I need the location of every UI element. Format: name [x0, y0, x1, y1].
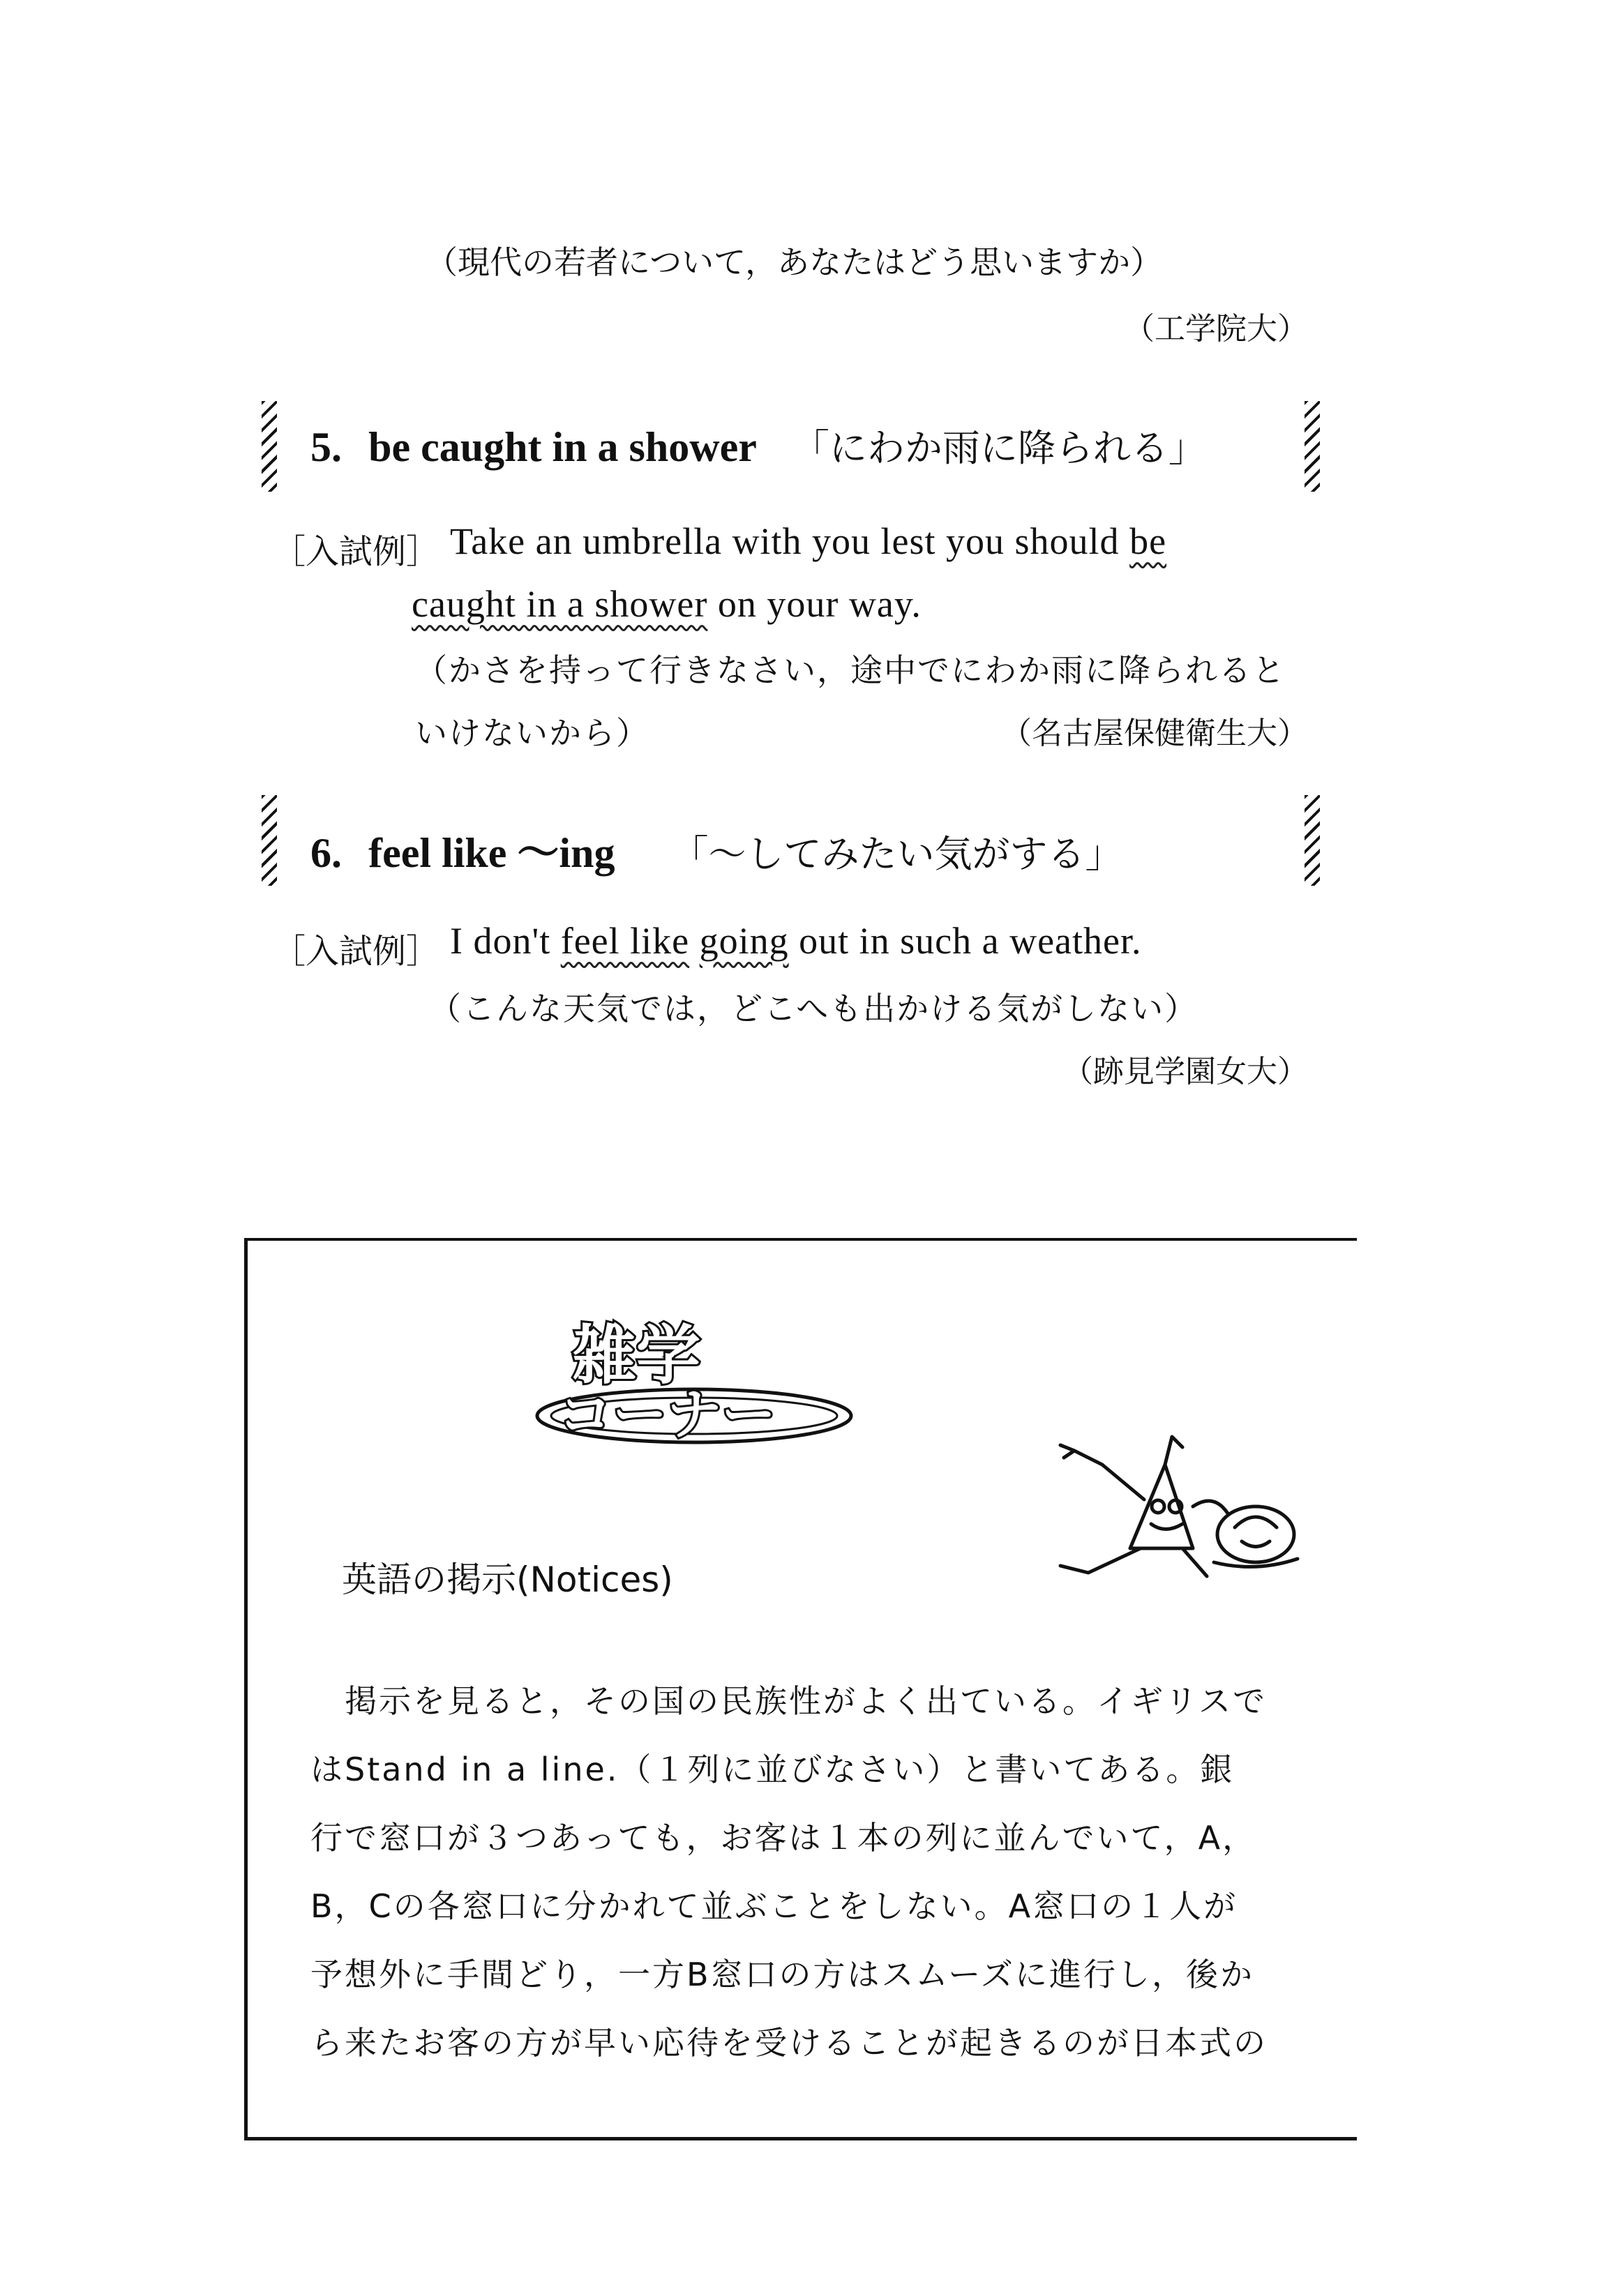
previous-translation: （現代の若者について，あなたはどう思いますか）	[426, 243, 1163, 281]
heading-phrase: be caught in a shower	[368, 424, 757, 470]
heading-phrase: feel like ～ing	[368, 830, 615, 876]
paragraph-line: 掲示を見ると，その国の民族性がよく出ている。イギリスで	[310, 1682, 1268, 1720]
paragraph-line: はStand in a line.（１列に並びなさい）と書いてある。銀	[310, 1751, 1235, 1788]
example-source: （名古屋保健衛生大）	[1001, 716, 1308, 751]
example-english-line-1: Take an umbrella with you lest you should be	[450, 520, 1167, 562]
example-source: （跡見学園女大）	[1062, 1054, 1308, 1089]
example-translation: （こんな天気では，どこへも出かける気がしない）	[429, 990, 1199, 1027]
previous-source: （工学院大）	[1124, 311, 1308, 347]
heading-item-5	[310, 418, 1206, 472]
target-phrase-part: caught in a shower	[412, 583, 708, 625]
example-english-line-2: caught in a shower on your way.	[412, 583, 922, 625]
paragraph-line: ら来たお客の方が早い応待を受けることが起きるのが日本式の	[310, 2024, 1268, 2062]
hatch-border-right	[1305, 401, 1320, 492]
mascot-illustration	[1046, 1423, 1312, 1583]
heading-meaning: 「～してみたい気がする」	[670, 832, 1123, 876]
heading-item-6	[310, 820, 1122, 879]
example-translation-line-2: いけないから）	[415, 714, 649, 752]
paragraph-line: 行で窓口が３つあっても，お客は１本の列に並んでいて，A，	[310, 1819, 1257, 1857]
paragraph-line: 予想外に手間どり，一方B窓口の方はスムーズに進行し，後か	[310, 1956, 1254, 1993]
hatch-border-right	[1305, 795, 1320, 886]
hatch-border-left	[262, 795, 277, 886]
notice-paragraph	[310, 1667, 1287, 2077]
target-phrase-part: be	[1129, 520, 1167, 562]
heading-number: 6.	[310, 830, 342, 876]
example-label: ［入試例］	[272, 932, 440, 971]
paragraph-line: B，Cの各窓口に分かれて並ぶことをしない。A窓口の１人が	[310, 1887, 1238, 1925]
trivia-corner-logo	[530, 1311, 858, 1451]
svg-text:コーナー: コーナー	[558, 1384, 776, 1447]
target-phrase-part: going	[699, 920, 789, 962]
example-english-line: I don't feel like going out in such a weather.	[450, 920, 1142, 962]
example-translation-line-1: （かさを持って行きなさい，途中でにわか雨に降られると	[415, 651, 1286, 689]
svg-text:雑学: 雑学	[572, 1318, 701, 1393]
notice-section-title: 英語の掲示(Notices)	[342, 1559, 673, 1600]
target-phrase-part: feel like	[560, 920, 690, 962]
example-label: ［入試例］	[272, 532, 440, 571]
heading-meaning: 「にわか雨に降られる」	[791, 426, 1206, 470]
heading-number: 5.	[310, 424, 342, 470]
hatch-border-left	[262, 401, 277, 492]
